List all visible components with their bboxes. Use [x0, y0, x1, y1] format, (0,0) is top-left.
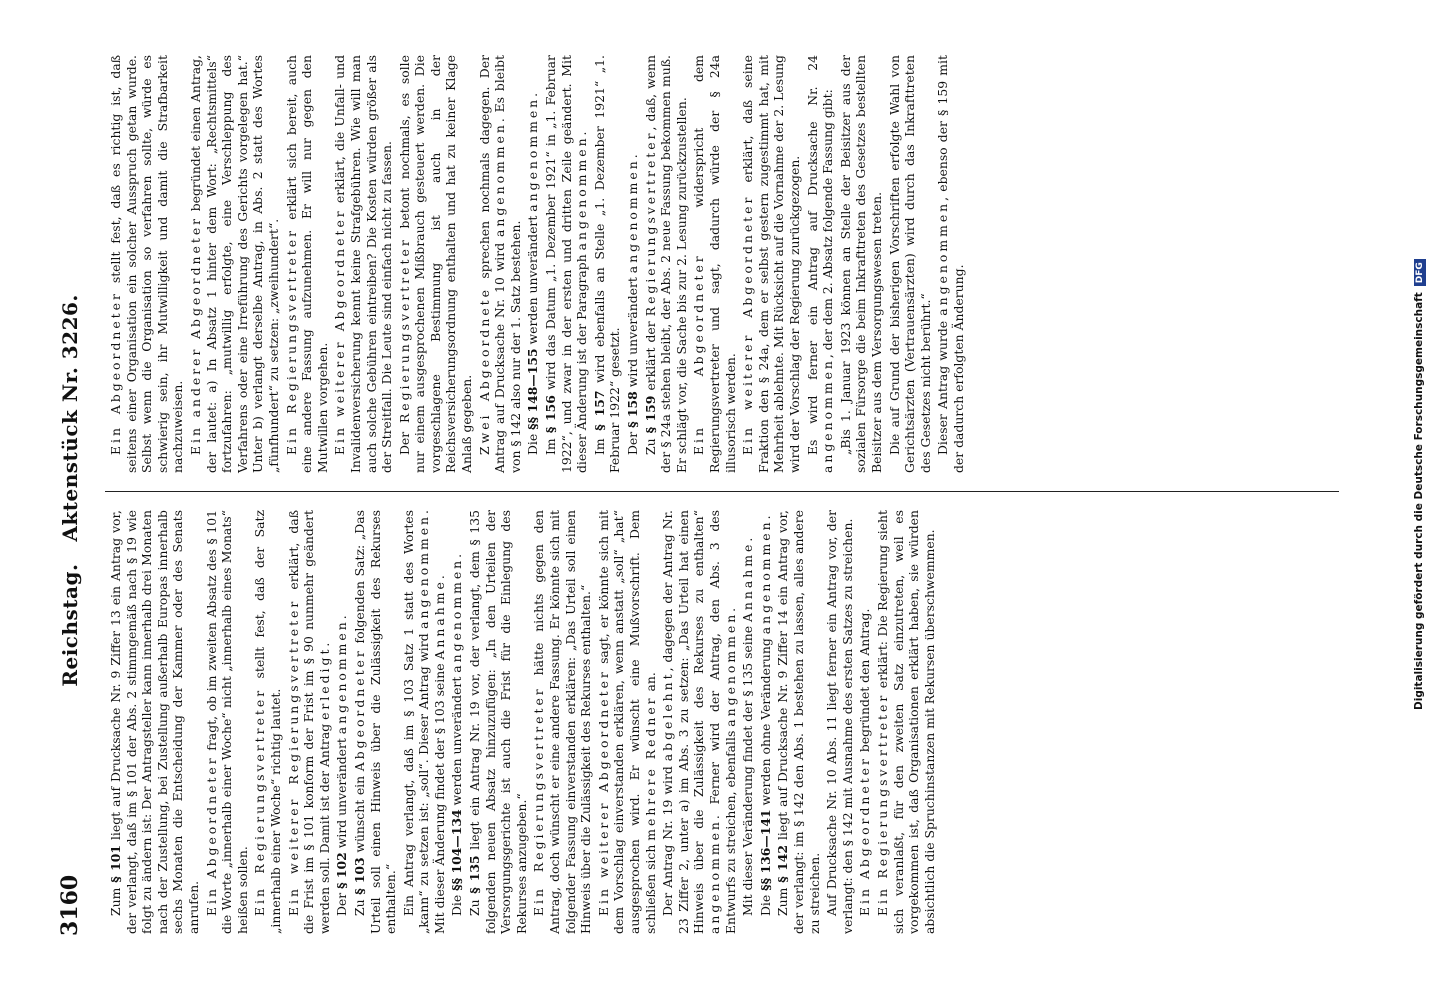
spaced-emphasis: Ein anderer Abgeordneter	[187, 215, 203, 455]
paragraph	[758, 510, 774, 934]
paragraph-text: sagt, er könnte sich mit dem Vorschlag einverstanden erklären, wenn anstatt „soll“ „hat“ ausgesprochen wird. Er wünscht eine Mußvorschrift. Dem schließen sich	[595, 509, 658, 934]
spaced-emphasis: angenommen	[449, 557, 465, 673]
paragraph	[467, 510, 529, 934]
paragraph-text: „Bis 1. Januar 1923 können an Stelle der Beisitzer aus der sozialen Fürsorge die beim Inkrafttreten des Gesetzes bestellten Beisitzer aus dem Versorgungswesen treten.	[837, 55, 884, 473]
paragraph-text: Die	[449, 890, 465, 916]
paragraph-text: .	[525, 92, 541, 97]
spaced-emphasis: Regierungsvertreter	[642, 130, 658, 317]
spaced-emphasis: Ein Regierungsvertreter	[283, 227, 299, 455]
paragraph	[188, 55, 282, 473]
spaced-emphasis: Zwei Abgeordnete	[476, 287, 492, 455]
paragraph	[775, 510, 822, 934]
paragraph-text: werden ohne Veränderung	[757, 634, 773, 810]
spaced-emphasis: erledigt	[316, 646, 332, 720]
paragraph-text: Zu	[642, 433, 658, 455]
page-header	[52, 46, 88, 936]
paragraph	[531, 510, 593, 934]
text-column-left	[108, 510, 939, 934]
paragraph	[332, 55, 394, 473]
paragraph	[805, 55, 836, 473]
paragraph-text: .	[431, 575, 447, 580]
spaced-emphasis: angenommen	[820, 358, 836, 473]
section-reference: §§ 136—141	[757, 809, 773, 891]
spaced-emphasis: angenommen	[757, 519, 773, 635]
paragraph	[397, 55, 475, 473]
paragraph	[108, 510, 202, 934]
paragraph-text: . Mit dieser Änderung findet der § 103 seine	[416, 510, 447, 934]
paragraph-text: wird das Datum „1. Dezember 1921“ in „1. Februar 1922“, und zwar in der ersten und dritten Zeile geändert. Mit dieser Änderung ist der Paragraph	[543, 55, 590, 473]
paragraph-text: stellt fest, daß es richtig ist, daß seitens einer Organisation ein solcher Ausspruch getan wurde. Selbst wenn die Organisation so verfahren sollte, würde es schwierig sein, ihr Mutwilligkeit und damit die Strafbarkeit nachzuweisen.	[108, 55, 186, 473]
paragraph	[875, 510, 937, 934]
section-reference: § 159	[642, 395, 658, 434]
spaced-emphasis: Ein Regierungsvertreter	[874, 692, 890, 916]
spaced-emphasis: Ein Abgeordneter	[203, 755, 219, 916]
paragraph-text: .	[740, 537, 756, 542]
section-reference: § 158	[625, 391, 640, 428]
spaced-emphasis: Abgeordneter	[351, 648, 367, 772]
spaced-emphasis: angenommen	[416, 513, 432, 629]
dfg-logo: DFG	[1414, 259, 1426, 286]
paragraph-text: Im	[591, 430, 607, 455]
spaced-emphasis: angenommen	[525, 96, 541, 212]
running-title-right: Aktenstück Nr. 3226.	[58, 294, 82, 542]
paragraph-text: begründet den Antrag.	[857, 608, 873, 757]
paragraph	[449, 510, 465, 934]
paragraph-text: erklärt der	[642, 316, 658, 396]
section-reference: § 156	[543, 395, 559, 434]
paragraph	[935, 55, 966, 473]
spaced-emphasis: Annahme	[431, 579, 447, 660]
paragraph-text: erklärt sich bereit, auch eine andere Fassung aufzunehmen. Er will nur gegen den Mutwillen vorgehen.	[283, 55, 330, 473]
paragraph-text: , ebenso der § 159 mit der dadurch erfolgten Änderung.	[935, 55, 966, 473]
paragraph-text: begründet einen Antrag, der lautet: a) In Absatz 1 hinter dem Wort: „Rechtsmittels“ fortzufahren: „mutwillig erfolgte, eine Verschleppung des Verfahrens oder eine Irreführung des Gerichts vorgelegen hat.“ Unter b) verlangt derselbe Antrag, in Abs. 2 statt des Wortes „fünfhundert“ zu setzen: „zweihundert“.	[187, 55, 281, 473]
paragraph	[660, 510, 738, 934]
paragraph-text: Zum	[775, 882, 791, 916]
spaced-emphasis: Ein weiterer Regierungsvertreter	[285, 598, 301, 916]
paragraph-text: widerspricht dem Regierungsvertreter und sagt, dadurch würde der § 24a illusorisch werden.	[691, 55, 738, 473]
spaced-emphasis: Ein weiterer Abgeordneter	[595, 669, 611, 916]
paragraph-text: liegt ein Antrag Nr. 19 vor, der verlangt, dem § 135 folgenden neuen Absatz hinzuzufügen: „In den Urteilen der Versorgungsgerichte ist auch die Frist für die Einlegung des Rekurses anzugeben.“	[467, 509, 529, 934]
paragraph-text: Ein Antrag verlangt, daß im § 103 Satz 1 statt des Wortes „kann“ zu setzen ist: „soll“. Dieser Antrag wird	[400, 510, 432, 934]
paragraph-text: werden unverändert	[525, 211, 541, 349]
paragraph-text: Der	[625, 427, 640, 455]
paragraph-text: folgenden Satz: „Das Urteil soll einen Hinweis über die Zulässigkeit des Rekurses enthalten.“	[351, 510, 399, 934]
text-column-right	[108, 55, 968, 473]
paragraph	[284, 55, 331, 473]
paragraph-text: .	[449, 553, 465, 558]
paragraph-text: Zum	[108, 882, 123, 916]
spaced-emphasis: Annahme	[740, 541, 756, 623]
paragraph-text: Auf Drucksache Nr. 10 Abs. 11 liegt ferner ein Antrag vor, der verlangt: den § 142 mit Ausnahme des ersten Satzes zu streichen.	[824, 510, 855, 934]
paragraph-text: . Es bleibt von § 142 also nur der 1. Satz bestehen.	[492, 55, 523, 473]
paragraph-text: wird unverändert	[334, 734, 350, 853]
spaced-emphasis: angenommen	[334, 619, 350, 735]
spaced-emphasis: Ein Abgeordneter	[691, 253, 707, 455]
paragraph-text: , dagegen der Antrag Nr. 23 Ziffer 2, unter a) im Abs. 3 zu setzen: „Das Urteil hat einen Hinweis über die Zulässigkeit des Rekurses zu enthalten“	[660, 510, 707, 934]
paragraph	[477, 55, 524, 473]
paragraph	[108, 55, 186, 473]
paragraph-text: fragt, ob im zweiten Absatz des § 101 die Worte „innerhalb einer Woche“ nicht „innerhalb eines Monats“ heißen sollen.	[203, 509, 250, 934]
paragraph-text: wird unverändert	[625, 273, 640, 392]
section-reference: § 103	[351, 857, 367, 895]
spaced-emphasis: Ein Abgeordneter	[857, 756, 873, 916]
spaced-emphasis: angenommen	[722, 611, 738, 727]
paragraph-text: hätte nichts gegen den Antrag, doch wünscht er eine andere Fassung. Er könnte sich mit folgender Fassung einverstanden erklären: „Das Urteil soll einen Hinweis über die Zulässigkeit des Rekurses enthalten.“	[531, 510, 594, 934]
spaced-emphasis: Ein Regierungsvertreter	[252, 687, 268, 916]
spaced-emphasis: Ein Abgeordneter	[108, 291, 123, 455]
paragraph-text: werden unverändert	[449, 672, 465, 810]
spaced-emphasis: angenommen	[574, 135, 590, 251]
paragraph-text: , der dem 2. Absatz folgende Fassung gibt:	[820, 89, 836, 359]
paragraph	[592, 55, 623, 473]
spaced-emphasis: angenommen	[625, 158, 640, 274]
paragraph-text: Der	[334, 888, 350, 916]
running-title	[58, 294, 82, 687]
paragraph-text: erklärt, daß die Frist im § 101 konform der Frist im § 90 nunmehr geändert werden soll. Damit ist der Antrag	[285, 510, 332, 934]
paragraph	[286, 510, 333, 934]
section-reference: § 142	[775, 845, 791, 883]
section-reference: § 101	[108, 845, 123, 883]
paragraph-text: erklärt, daß seine Fraktion den § 24a, dem er selbst gestern zugestimmt hat, mit Mehrheit ablehnte. Mit Rücksicht auf die Vornahme der 2. Lesung wird der Vorschlag der Regierung zurückgezogen.	[740, 55, 802, 473]
paragraph-text: Der Antrag Nr. 19 wird	[660, 761, 676, 916]
paragraph-text: Zu	[351, 894, 367, 916]
paragraph-text: .	[574, 131, 590, 136]
paragraph	[824, 510, 855, 934]
page-number: 3160	[57, 874, 83, 936]
paragraph	[887, 55, 934, 473]
credit-text: Digitalisierung gefördert durch die Deutsche Forschungsgemeinschaft	[1413, 292, 1425, 710]
section-reference: § 135	[467, 855, 483, 894]
paragraph-text: betont nochmals, es solle nur einem ausgesprochenen Mißbrauch gesteuert werden. Die vorgeschlagene Bestimmung ist auch in der Reichsversicherungsordnung enthalten und hat zu keiner Klage Anlaß gegeben.	[396, 55, 475, 473]
paragraph-text: stellt fest, daß der Satz „innerhalb einer Woche“ richtig lautet.	[252, 510, 283, 934]
paragraph	[401, 510, 448, 934]
paragraph-text: .	[316, 642, 332, 647]
section-reference: §§ 148—155	[525, 348, 541, 430]
paragraph-text: Die	[757, 890, 773, 916]
paragraph	[204, 510, 251, 934]
paragraph-text: Mit dieser Veränderung findet der § 135 seine	[740, 622, 756, 916]
spaced-emphasis: Ein weiterer Abgeordneter	[332, 208, 348, 455]
spaced-emphasis: mehrere Redner	[642, 695, 658, 841]
paragraph-text: wünscht ein	[351, 771, 367, 858]
paragraph-text: .	[722, 607, 738, 612]
paragraph	[252, 510, 283, 934]
section-reference: § 157	[591, 390, 607, 431]
paragraph-text: Zu	[467, 893, 483, 916]
paragraph-text: Im	[543, 433, 559, 455]
paragraph	[334, 510, 350, 934]
spaced-emphasis: angenommen	[706, 819, 722, 934]
paragraph	[596, 510, 658, 934]
paragraph-text: , daß, wenn der § 24a stehen bleibt, der Abs. 2 neue Fassung bekommen muß. Er schlägt vor, die Sache bis zur 2. Lesung zurückzustellen.	[642, 55, 689, 473]
paragraph	[643, 55, 690, 473]
paragraph-text: erklärt: Die Regierung sieht sich veranlaßt, für den zweiten Satz einzutreten, weil es vorgekommen ist, daß Organisationen erklärt haben, sie würden absichtlich die Spruchinstanzen mit Rekursen überschwemmen.	[874, 510, 937, 934]
section-reference: § 102	[334, 852, 350, 889]
paragraph	[857, 510, 873, 934]
spaced-emphasis: abgelehnt	[660, 671, 676, 762]
spaced-emphasis: Ein Regierungsvertreter	[531, 686, 547, 916]
paragraph	[740, 55, 802, 473]
paragraph-text: Die auf Grund der bisherigen Vorschriften erfolgte Wahl von Gerichtsärzten (Vertrauensärzten) wird durch das Inkrafttreten des Gesetzes nicht berührt.“	[886, 55, 933, 473]
digitization-credit	[1413, 10, 1426, 710]
paragraph-text: Es wird ferner ein Antrag auf Drucksache Nr. 24	[804, 55, 820, 455]
paragraph-text: .	[625, 154, 640, 159]
paragraph	[625, 55, 641, 473]
paragraph-text: liegt auf Drucksache Nr. 9 Ziffer 14 ein Antrag vor, der verlangt: im § 142 den Abs. 1 bestehen zu lassen, alles andere zu streichen.	[775, 510, 822, 934]
spaced-emphasis: Regierungsvertreter	[396, 237, 412, 424]
paragraph-text: .	[757, 515, 773, 520]
paragraph-text: .	[334, 615, 350, 620]
paragraph-text: sprechen nochmals dagegen. Der Antrag auf Drucksache Nr. 10 wird	[476, 55, 508, 473]
paragraph-text: Dieser Antrag wurde	[935, 315, 951, 455]
paragraph	[525, 55, 541, 473]
spaced-emphasis: Ein weiterer Abgeordneter	[740, 194, 756, 455]
paragraph-text: wird ebenfalls an Stelle „1. Dezember 1921“ „1. Februar 1922“ gesetzt.	[591, 55, 623, 473]
spaced-emphasis: angenommen	[492, 122, 508, 238]
paragraph	[838, 55, 885, 473]
paragraph	[740, 510, 756, 934]
paragraph-text: erklärt, die Unfall- und Invalidenversicherung kennt keine Strafgebühren. Wie will man auch solche Gebühren eintreiben? Die Kosten würden größer als der Streitfall. Die Leute sind einfach nicht zu fassen.	[332, 55, 395, 473]
paragraph-text: Der	[396, 423, 412, 455]
paragraph-text: . Ferner wird der Antrag, den Abs. 3 des Entwurfs zu streichen, ebenfalls	[706, 510, 738, 934]
paragraph-text: an.	[642, 672, 658, 696]
section-reference: §§ 104—134	[449, 809, 465, 891]
paragraph-text: liegt auf Drucksache Nr. 9 Ziffer 13 ein Antrag vor, der verlangt, daß im § 101 der Abs. 2 stimmgemäß nach § 19 wie folgt zu ändern ist: Der Antragsteller kann innerhalb drei Monaten nach der Zustellung, bei Zustellung außerhalb Europas innerhalb sechs Monaten die Entscheidung der Kammer oder des Senats anrufen.	[108, 510, 201, 934]
spaced-emphasis: angenommen	[935, 200, 951, 316]
paragraph-text: Die	[525, 429, 541, 455]
paragraph	[352, 510, 399, 934]
running-title-left: Reichstag.	[58, 563, 82, 687]
paragraph	[691, 55, 738, 473]
paragraph	[543, 55, 590, 473]
column-divider	[105, 491, 1339, 492]
